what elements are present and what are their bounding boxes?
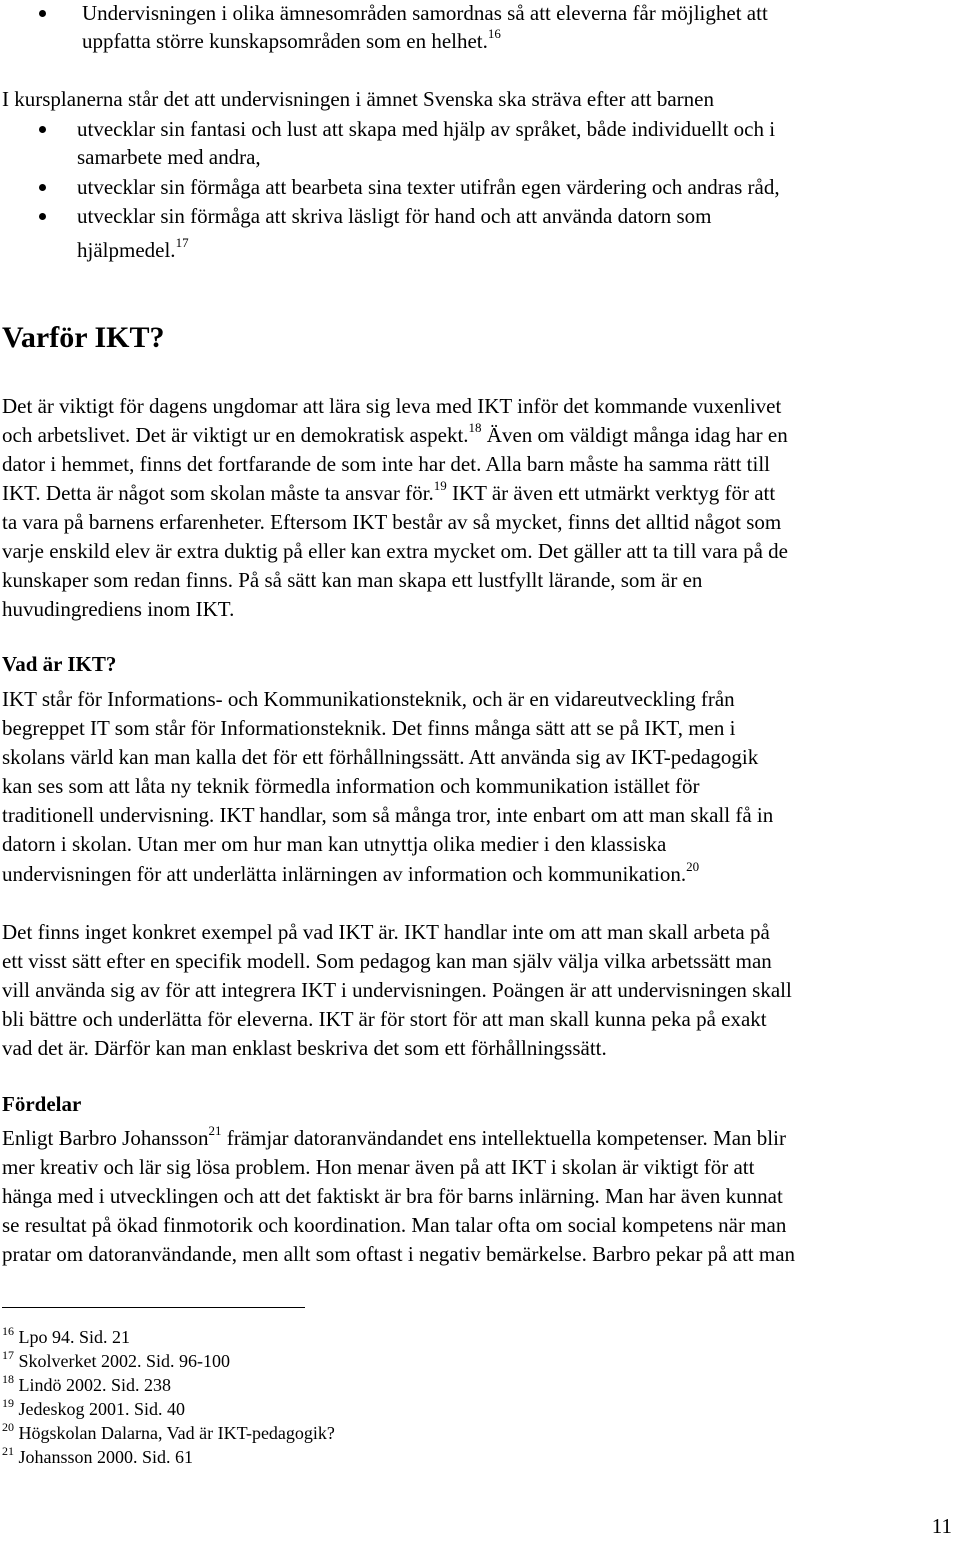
- paragraph-line: undervisningen för att underlätta inlärningen av information och kommunikation.$^{20}$: [2, 859, 700, 886]
- bullet-marker: [39, 184, 46, 191]
- section-heading: Varför IKT?: [2, 321, 165, 354]
- footnote: $^{16}$ Lpo 94. Sid. 21: [2, 1324, 131, 1347]
- paragraph-line: kunskaper som redan finns. På så sätt kan man skapa ett lustfyllt lärande, som är en: [2, 568, 703, 592]
- bullet-text: Undervisningen i olika ämnesområden samordnas så att eleverna får möjlighet att: [82, 1, 768, 25]
- paragraph-line: se resultat på ökad finmotorik och koordination. Man talar ofta om social kompetens när man: [2, 1213, 787, 1237]
- paragraph-line: skolans värld kan man kalla det för ett förhållningssätt. Att använda sig av IKT-pedagogik: [2, 745, 759, 769]
- paragraph-line: mer kreativ och lär sig lösa problem. Hon menar även på att IKT i skolan är viktigt för att: [2, 1155, 755, 1179]
- paragraph-line: huvudingrediens inom IKT.: [2, 597, 235, 621]
- bullet-marker: [39, 213, 46, 220]
- footnote-number: 18: [2, 1372, 14, 1386]
- bullet-marker: [39, 10, 46, 17]
- bullet-text: uppfatta större kunskapsområden som en helhet.$^{16}$: [82, 26, 501, 53]
- paragraph-line: IKT står för Informations- och Kommunikationsteknik, och är en vidareutveckling från: [2, 687, 735, 711]
- footnote: $^{17}$ Skolverket 2002. Sid. 96-100: [2, 1348, 230, 1371]
- footnote-ref: 16: [487, 26, 501, 41]
- bullet-text: hjälpmedel.$^{17}$: [77, 235, 189, 262]
- footnote: $^{21}$ Johansson 2000. Sid. 61: [2, 1444, 194, 1467]
- paragraph-line: Det är viktigt för dagens ungdomar att lära sig leva med IKT inför det kommande vuxenlivet: [2, 394, 782, 418]
- page-number: 11: [931, 1514, 952, 1538]
- footnote-number: 19: [2, 1396, 14, 1410]
- paragraph-line: och arbetslivet. Det är viktigt ur en demokratisk aspekt.$^{18}$ Även om väldigt många idag har en: [2, 420, 788, 447]
- footnote-separator: [2, 1307, 305, 1308]
- footnote: $^{18}$ Lindö 2002. Sid. 238: [2, 1372, 172, 1395]
- bullet-text: utvecklar sin fantasi och lust att skapa med hjälp av språket, både individuellt och i: [77, 117, 776, 141]
- footnote-number: 21: [2, 1444, 14, 1458]
- paragraph-line: vill använda sig av för att integrera IKT i undervisningen. Poängen är att undervisningen skall: [2, 978, 792, 1002]
- footnote: $^{20}$ Högskolan Dalarna, Vad är IKT-pedagogik?: [2, 1420, 335, 1443]
- paragraph-line: datorn i skolan. Utan mer om hur man kan utnyttja olika medier i den klassiska: [2, 832, 667, 856]
- footnote-number: 20: [2, 1420, 14, 1434]
- paragraph-line: ett visst sätt efter en specifik modell. Som pedagog kan man själv välja vilka arbetssätt man: [2, 949, 772, 973]
- bullet-text: utvecklar sin förmåga att bearbeta sina texter utifrån egen värdering och andras råd,: [77, 175, 780, 199]
- footnote-ref: 21: [208, 1123, 222, 1138]
- paragraph-line: dator i hemmet, finns det fortfarande de som inte har det. Alla barn måste ha samma rätt till: [2, 452, 771, 476]
- bullet-text: utvecklar sin förmåga att skriva läsligt för hand och att använda datorn som: [77, 204, 712, 228]
- paragraph-line: ta vara på barnens erfarenheter. Eftersom IKT består av så mycket, finns det alltid något som: [2, 510, 782, 534]
- footnote-ref: 19: [433, 478, 447, 493]
- paragraph-line: varje enskild elev är extra duktig på eller kan extra mycket om. Det gäller att ta till vara på de: [2, 539, 789, 563]
- subsection-heading: Vad är IKT?: [2, 652, 117, 676]
- footnote-ref: 17: [175, 235, 189, 250]
- paragraph-line: hänga med i utvecklingen och att det faktiskt är bra för barns inlärning. Man har även kunnat: [2, 1184, 783, 1208]
- footnote-ref: 20: [686, 859, 700, 874]
- paragraph-line: begreppet IT som står för Informationsteknik. Det finns många sätt att se på IKT, men i: [2, 716, 736, 740]
- paragraph-line: kan ses som att låta ny teknik förmedla information och kommunikation istället för: [2, 774, 700, 798]
- subsection-heading: Fördelar: [2, 1092, 82, 1116]
- paragraph-line: traditionell undervisning. IKT handlar, som så många tror, inte enbart om att man skall få in: [2, 803, 774, 827]
- paragraph-line: Enligt Barbro Johansson$^{21}$ främjar datoranvändandet ens intellektuella kompetenser. Man blir: [2, 1123, 786, 1150]
- paragraph-line: vad det är. Därför kan man enklast beskriva det som ett förhållningssätt.: [2, 1036, 607, 1060]
- footnote: $^{19}$ Jedeskog 2001. Sid. 40: [2, 1396, 185, 1419]
- footnote-ref: 18: [468, 420, 482, 435]
- paragraph-line: pratar om datoranvändande, men allt som oftast i negativ bemärkelse. Barbro pekar på att man: [2, 1242, 796, 1266]
- paragraph-line: Det finns inget konkret exempel på vad IKT är. IKT handlar inte om att man skall arbeta på: [2, 920, 770, 944]
- bullet-text: samarbete med andra,: [77, 145, 261, 169]
- paragraph-line: I kursplanerna står det att undervisningen i ämnet Svenska ska sträva efter att barnen: [2, 87, 715, 111]
- paragraph-line: IKT. Detta är något som skolan måste ta ansvar för.$^{19}$ IKT är även ett utmärkt verktyg för att: [2, 478, 776, 505]
- bullet-marker: [39, 126, 46, 133]
- paragraph-line: bli bättre och underlätta för eleverna. IKT är för stort för att man skall kunna peka på exakt: [2, 1007, 767, 1031]
- footnote-number: 16: [2, 1324, 14, 1338]
- footnote-number: 17: [2, 1348, 14, 1362]
